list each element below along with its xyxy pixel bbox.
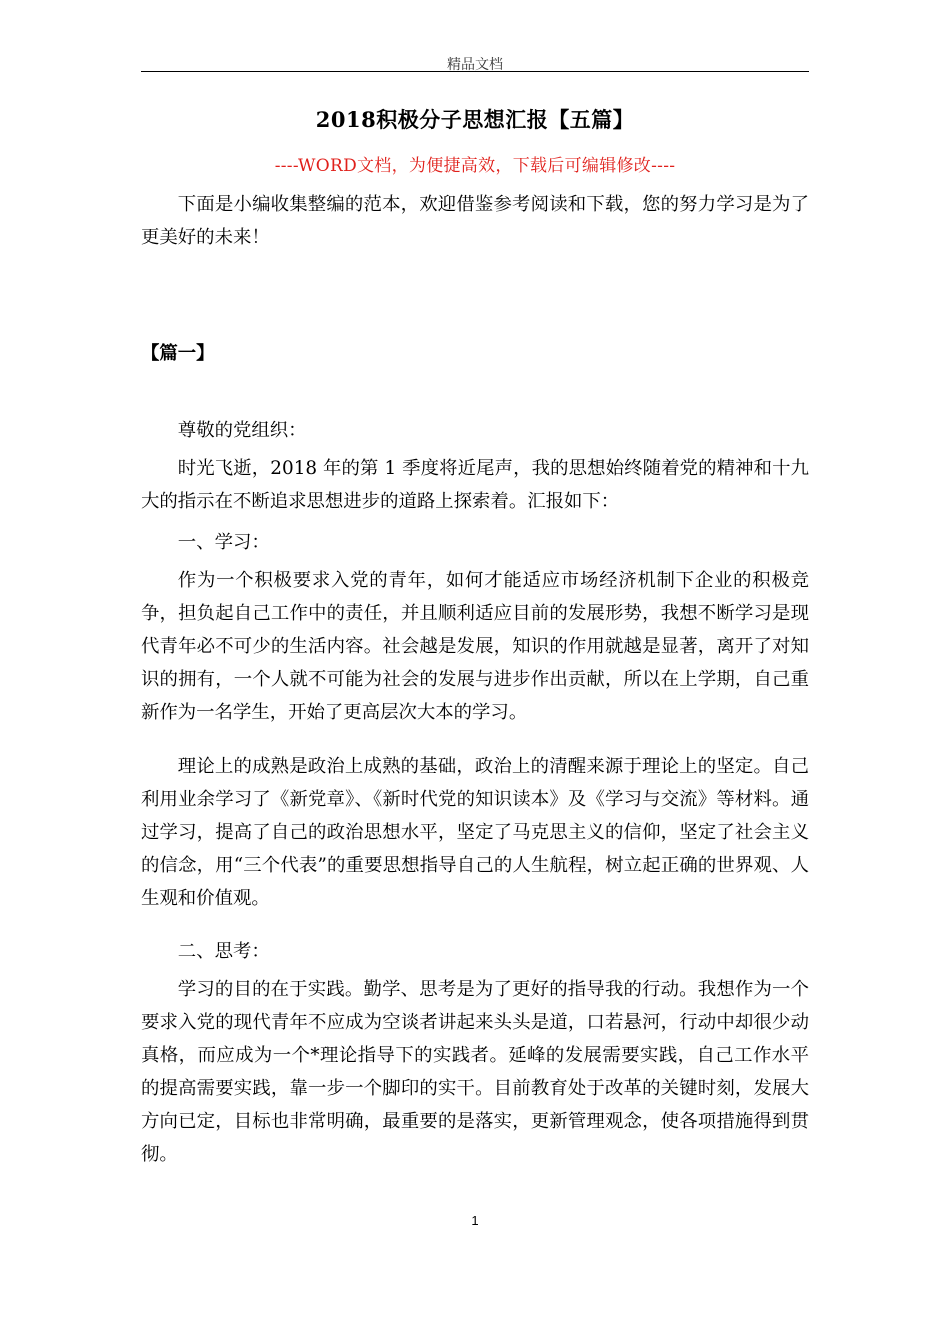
- intro-paragraph: 下面是小编收集整编的范本，欢迎借鉴参考阅读和下载，您的努力学习是为了更美好的未来！: [141, 194, 809, 248]
- section-heading: 【篇一】: [141, 343, 215, 364]
- paragraph-opening: 时光飞逝，2018 年的第 1 季度将近尾声，我的思想始终随着党的精神和十九大的指示在不断追求思想进步的道路上探索着。汇报如下：: [141, 458, 809, 512]
- paragraph-theory: 理论上的成熟是政治上成熟的基础，政治上的清醒来源于理论上的坚定。自己利用业余学习了《新党章》、《新时代党的知识读本》及《学习与交流》等材料。通过学习，提高了自己的政治思想水平，坚定了马克思主义的信仰，坚定了社会主义的信念，用“三个代表”的重要思想指导自己的人生航程，树立起正确的世界观、人生观和价值观。: [141, 756, 809, 909]
- salutation: 尊敬的党组织：: [177, 420, 307, 441]
- paragraph-thinking: 学习的目的在于实践。勤学、思考是为了更好的指导我的行动。我想作为一个要求入党的现代青年不应成为空谈者讲起来头头是道，口若悬河，行动中却很少动真格，而应成为一个*理论指导下的实践者。延峰的发展需要实践，自己工作水平的提高需要实践，靠一步一个脚印的实干。目前教育处于改革的关键时刻，发展大方向已定，目标也非常明确，最重要的是落实，更新管理观念，使各项措施得到贯彻。: [141, 979, 809, 1165]
- header-divider: [141, 71, 809, 72]
- paragraph-study: 作为一个积极要求入党的青年，如何才能适应市场经济机制下企业的积极竞争，担负起自己工作中的责任，并且顺利适应目前的发展形势，我想不断学习是现代青年必不可少的生活内容。社会越是发展，知识的作用就越是显著，离开了对知识的拥有，一个人就不可能为社会的发展与进步作出贡献，所以在上学期，自己重新作为一名学生，开始了更高层次大本的学习。: [141, 570, 809, 723]
- document-title: 2018积极分子思想汇报【五篇】: [315, 107, 635, 132]
- page-header: 精品文档: [447, 57, 503, 73]
- subheading-study: 一、学习：: [177, 532, 270, 553]
- subheading-thinking: 二、思考：: [177, 941, 270, 962]
- page-number: 1: [471, 1213, 479, 1228]
- document-subtitle: ----WORD文档，为便捷高效，下载后可编辑修改----: [274, 156, 676, 176]
